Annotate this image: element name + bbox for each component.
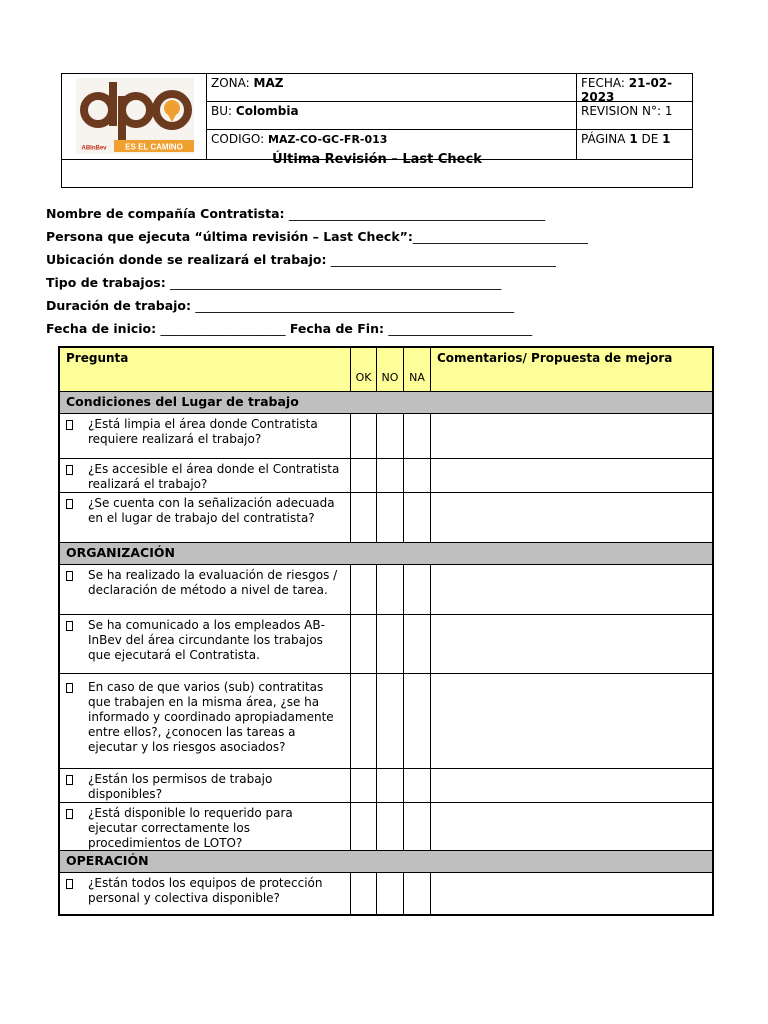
comment-cell[interactable]: [431, 565, 712, 614]
na-cell[interactable]: [404, 414, 431, 458]
question-cell: [60, 674, 351, 768]
company-label: Nombre de compañía Contratista:: [46, 206, 285, 221]
work-type-line[interactable]: _____________________________________________________: [170, 275, 502, 290]
question-text: ¿Se cuenta con la señalización adecuada en el lugar de trabajo del contratista?: [88, 496, 335, 525]
document-header: [61, 73, 693, 188]
ok-cell[interactable]: [351, 803, 377, 850]
company-line[interactable]: _________________________________________: [288, 206, 546, 221]
na-cell[interactable]: [404, 873, 431, 916]
no-cell[interactable]: [377, 459, 404, 492]
checkbox-icon: [66, 879, 73, 889]
end-date-line[interactable]: _______________________: [388, 321, 533, 336]
section-row: [60, 543, 712, 565]
section-row: [60, 851, 712, 873]
no-cell[interactable]: [377, 414, 404, 458]
na-cell[interactable]: [404, 674, 431, 768]
table-row: [60, 615, 712, 674]
location-label: Ubicación donde se realizará el trabajo:: [46, 252, 327, 267]
table-row: [60, 674, 712, 769]
checkbox-icon: [66, 683, 73, 693]
question-text: En caso de que varios (sub) contratitas que trabajen en la misma área, ¿se ha informado y coordinado apropiadamente entre ellos?, ¿conocen las tareas a ejecutar y los riesgos asociados?: [88, 680, 334, 754]
comment-cell[interactable]: [431, 459, 712, 492]
pagina-total: 1: [662, 132, 671, 146]
col-na-header: NA: [404, 348, 431, 391]
question-cell: [60, 769, 351, 802]
table-row: [60, 414, 712, 459]
checkbox-icon: [66, 571, 73, 581]
pagina-de: DE: [641, 132, 659, 146]
na-cell[interactable]: [404, 615, 431, 673]
document-title-row: [62, 152, 692, 187]
bu-cell: [207, 102, 577, 130]
table-row: [60, 565, 712, 615]
question-text: ¿Es accesible el área donde el Contratista realizará el trabajo?: [88, 462, 340, 491]
question-text: ¿Están todos los equipos de protección personal y colectiva disponible?: [88, 876, 323, 905]
question-cell: [60, 414, 351, 458]
ok-cell[interactable]: [351, 414, 377, 458]
start-date-line[interactable]: ____________________: [160, 321, 286, 336]
logo-cell: [62, 74, 207, 159]
no-cell[interactable]: [377, 873, 404, 916]
table-row: [60, 803, 712, 851]
person-line[interactable]: ____________________________: [412, 229, 588, 244]
comment-cell[interactable]: [431, 803, 712, 850]
fecha-value: 21-02-2023: [581, 76, 673, 104]
checkbox-icon: [66, 420, 73, 430]
table-header-row: [60, 348, 712, 392]
dates-field[interactable]: [46, 321, 532, 337]
comment-cell[interactable]: [431, 615, 712, 673]
ok-cell[interactable]: [351, 769, 377, 802]
na-cell[interactable]: [404, 803, 431, 850]
question-cell: [60, 873, 351, 916]
na-cell[interactable]: [404, 769, 431, 802]
comment-cell[interactable]: [431, 493, 712, 542]
comment-cell[interactable]: [431, 873, 712, 916]
pagina-cell: [577, 130, 692, 159]
section-title: ORGANIZACIÓN: [66, 545, 175, 560]
col-question-header: Pregunta: [60, 348, 351, 391]
question-cell: [60, 459, 351, 492]
no-cell[interactable]: [377, 615, 404, 673]
comment-cell[interactable]: [431, 769, 712, 802]
ok-cell[interactable]: [351, 615, 377, 673]
no-cell[interactable]: [377, 803, 404, 850]
no-cell[interactable]: [377, 769, 404, 802]
question-cell: [60, 615, 351, 673]
table-row: [60, 873, 712, 916]
table-row: [60, 769, 712, 803]
section-title: OPERACIÓN: [66, 853, 149, 868]
dpo-logo: [76, 78, 194, 154]
question-text: Se ha comunicado a los empleados AB-InBev del área circundante los trabajos que ejecutará el Contratista.: [88, 618, 325, 662]
logo-tagline: ES EL CAMINO: [125, 142, 183, 152]
col-ok-header: OK: [351, 348, 377, 391]
codigo-label: CODIGO:: [211, 132, 265, 146]
checkbox-icon: [66, 809, 73, 819]
no-cell[interactable]: [377, 565, 404, 614]
table-row: [60, 493, 712, 543]
comment-cell[interactable]: [431, 674, 712, 768]
duration-label: Duración de trabajo:: [46, 298, 192, 313]
question-text: ¿Está limpia el área donde Contratista requiere realizará el trabajo?: [88, 417, 318, 446]
pagina-number: 1: [629, 132, 638, 146]
location-line[interactable]: ____________________________________: [330, 252, 556, 267]
section-title: Condiciones del Lugar de trabajo: [66, 394, 299, 409]
checkbox-icon: [66, 775, 73, 785]
zona-cell: [207, 74, 577, 102]
no-cell[interactable]: [377, 493, 404, 542]
revision-cell: [577, 102, 692, 130]
end-date-label: Fecha de Fin:: [289, 321, 384, 336]
person-label: Persona que ejecuta “última revisión – Last Check”:: [46, 229, 413, 244]
bu-value: Colombia: [235, 104, 299, 118]
section-row: [60, 392, 712, 414]
no-cell[interactable]: [377, 674, 404, 768]
checkbox-icon: [66, 621, 73, 631]
ok-cell[interactable]: [351, 493, 377, 542]
work-type-label: Tipo de trabajos:: [46, 275, 166, 290]
question-text: ¿Está disponible lo requerido para ejecutar correctamente los procedimientos de LOTO?: [88, 806, 293, 850]
person-field[interactable]: [46, 229, 588, 245]
duration-line[interactable]: ___________________________________________________: [195, 298, 515, 313]
na-cell[interactable]: [404, 459, 431, 492]
col-comments-header: Comentarios/ Propuesta de mejora: [437, 351, 673, 365]
question-cell: [60, 803, 351, 850]
ok-cell[interactable]: [351, 459, 377, 492]
fecha-label: FECHA:: [581, 76, 625, 90]
table-row: [60, 459, 712, 493]
duration-field[interactable]: [46, 298, 514, 314]
logo-mini-brand: ABInBev: [81, 145, 107, 152]
question-cell: [60, 565, 351, 614]
ok-cell[interactable]: [351, 674, 377, 768]
ok-cell[interactable]: [351, 873, 377, 916]
question-text: Se ha realizado la evaluación de riesgos / declaración de método a nivel de tarea.: [88, 568, 338, 597]
col-no-header: NO: [377, 348, 404, 391]
location-field[interactable]: [46, 252, 556, 268]
checkbox-icon: [66, 499, 73, 509]
ok-cell[interactable]: [351, 565, 377, 614]
comment-cell[interactable]: [431, 414, 712, 458]
pagina-label: PÁGINA: [581, 132, 626, 146]
work-type-field[interactable]: [46, 275, 501, 291]
zona-value: MAZ: [253, 76, 284, 90]
checkbox-icon: [66, 465, 73, 475]
fecha-cell: [577, 74, 692, 102]
company-field[interactable]: [46, 206, 545, 222]
na-cell[interactable]: [404, 565, 431, 614]
question-text: ¿Están los permisos de trabajo disponibles?: [88, 772, 273, 801]
checklist-table: [58, 346, 714, 916]
codigo-value: MAZ-CO-GC-FR-013: [268, 133, 388, 146]
zona-label: ZONA:: [211, 76, 250, 90]
start-date-label: Fecha de inicio:: [46, 321, 157, 336]
na-cell[interactable]: [404, 493, 431, 542]
revision-label: REVISION N°: 1: [581, 104, 673, 118]
question-cell: [60, 493, 351, 542]
bu-label: BU:: [211, 104, 233, 118]
document-title: Última Revisión – Last Check: [272, 152, 482, 167]
